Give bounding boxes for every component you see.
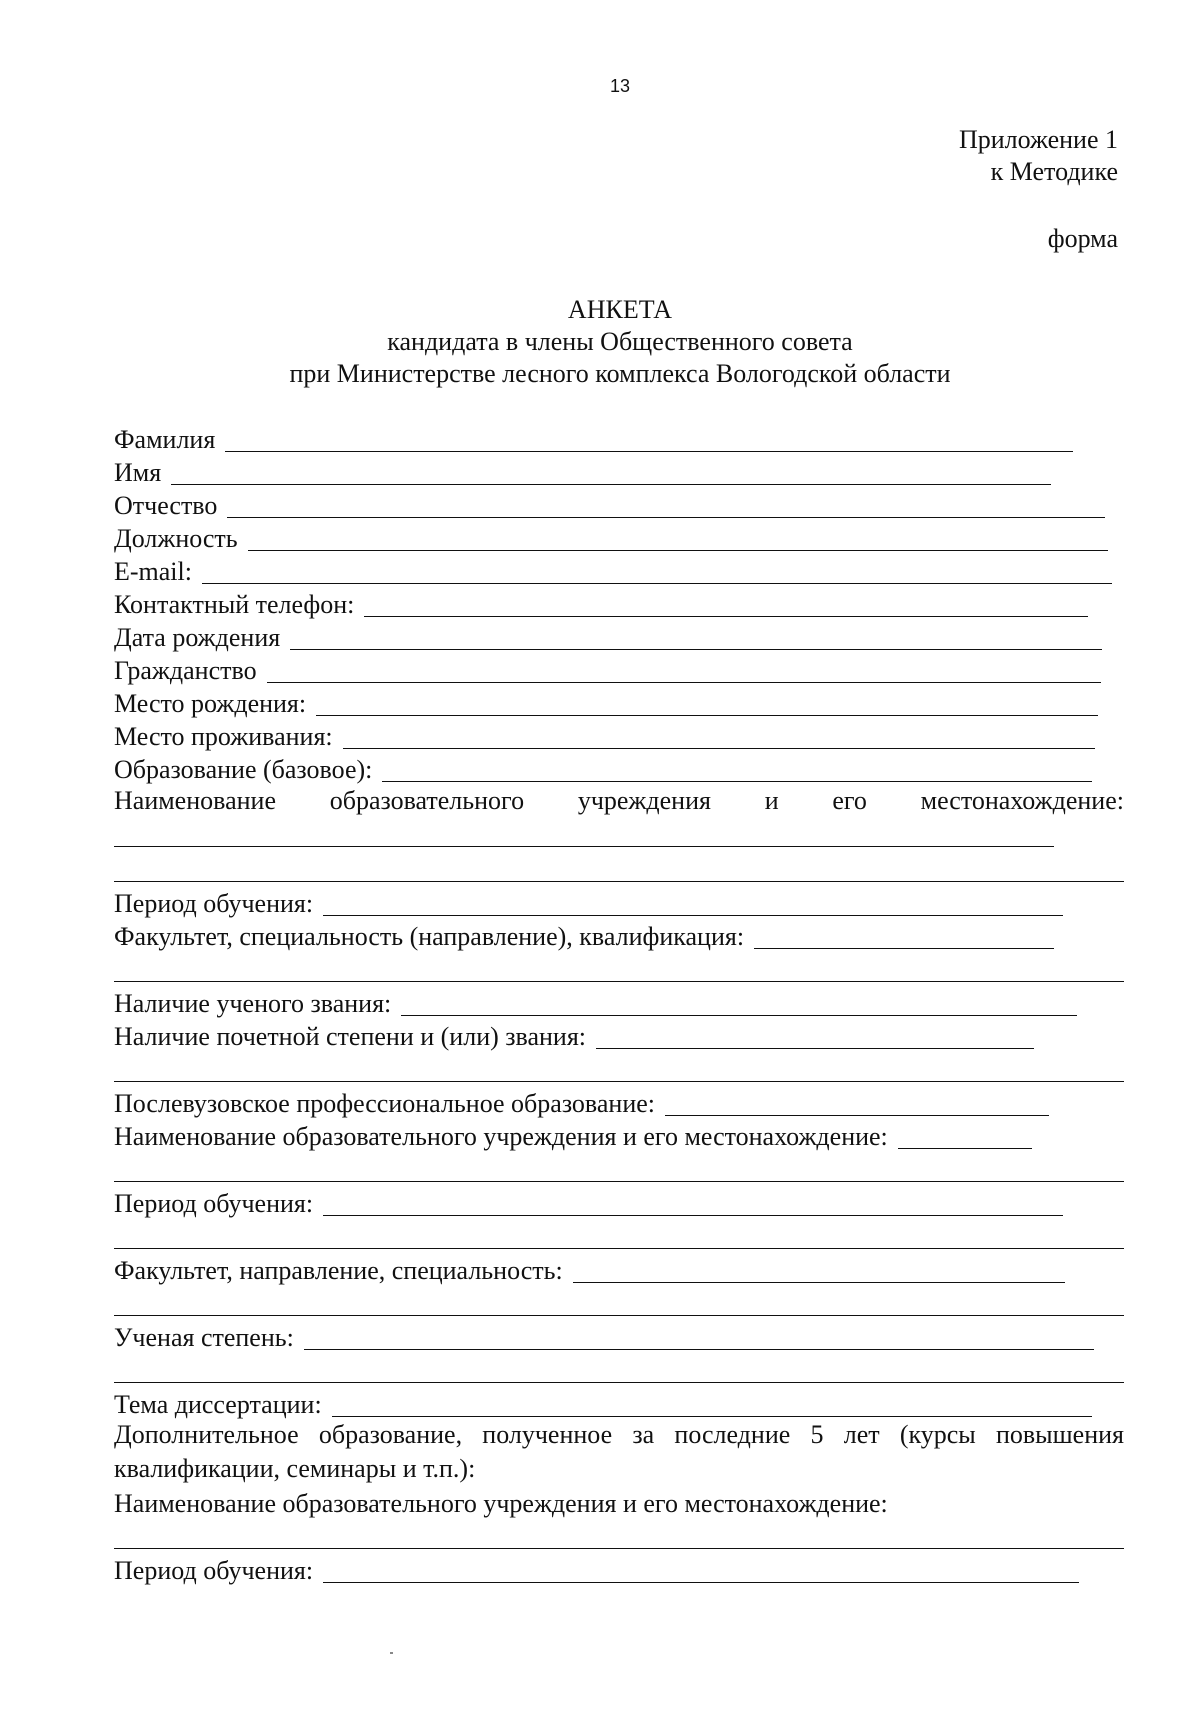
surname-row bbox=[114, 422, 1073, 454]
title-heading: АНКЕТА bbox=[567, 295, 673, 324]
dissertation-field[interactable] bbox=[332, 1394, 1092, 1417]
study-period-1-field[interactable] bbox=[323, 893, 1063, 916]
academic-title-field[interactable] bbox=[401, 993, 1077, 1016]
institution-2-label: Наименование образовательного учреждения и его местонахождение: bbox=[114, 1122, 888, 1151]
patronymic-label: Отчество bbox=[114, 491, 218, 520]
residence-label: Место проживания: bbox=[114, 722, 333, 751]
study-period-1-label: Период обучения: bbox=[114, 889, 314, 918]
birth-date-field[interactable] bbox=[290, 627, 1102, 650]
academic-degree-field[interactable] bbox=[304, 1327, 1094, 1350]
email-field[interactable] bbox=[202, 561, 1112, 584]
institution-2-row bbox=[114, 1119, 1032, 1151]
residence-field[interactable] bbox=[343, 726, 1095, 749]
faculty-qualification-field-line-2[interactable] bbox=[114, 981, 1124, 982]
phone-field[interactable] bbox=[364, 594, 1088, 617]
word: образовательного bbox=[329, 786, 525, 815]
appendix-line-2: к Методике bbox=[990, 157, 1118, 186]
institution-1-field-line-2[interactable] bbox=[114, 881, 1124, 882]
academic-degree-row bbox=[114, 1320, 1094, 1352]
honorary-degree-label: Наличие почетной степени и (или) звания: bbox=[114, 1022, 587, 1051]
study-period-2-field[interactable] bbox=[323, 1193, 1063, 1216]
patronymic-field[interactable] bbox=[227, 495, 1105, 518]
word: его bbox=[832, 786, 867, 815]
faculty-qualification-field[interactable] bbox=[754, 926, 1054, 949]
faculty-qualification-label: Факультет, специальность (направление), квалификация: bbox=[114, 922, 745, 951]
name-row bbox=[114, 455, 1051, 487]
form-label: форма bbox=[1047, 224, 1118, 253]
email-label: E-mail: bbox=[114, 557, 192, 586]
institution-2-field-line-2[interactable] bbox=[114, 1181, 1124, 1182]
citizenship-row bbox=[114, 653, 1101, 685]
institution-label-1 bbox=[114, 786, 1124, 816]
birth-place-row bbox=[114, 686, 1098, 718]
title-line-2: кандидата в члены Общественного совета bbox=[387, 327, 853, 356]
study-period-3-label: Период обучения: bbox=[114, 1556, 314, 1585]
study-period-3-row bbox=[114, 1553, 1079, 1585]
appendix-reference bbox=[959, 124, 1118, 188]
institution-3-row bbox=[114, 1486, 888, 1518]
residence-row bbox=[114, 719, 1095, 751]
honorary-degree-row bbox=[114, 1019, 1034, 1051]
institution-2-field[interactable] bbox=[898, 1126, 1032, 1149]
birth-place-field[interactable] bbox=[316, 693, 1098, 716]
citizenship-field[interactable] bbox=[267, 660, 1101, 683]
academic-degree-field-line-2[interactable] bbox=[114, 1382, 1124, 1383]
institution-3-field[interactable] bbox=[114, 1548, 1124, 1549]
academic-title-row bbox=[114, 986, 1077, 1018]
faculty-direction-field[interactable] bbox=[573, 1260, 1065, 1283]
institution-3-label: Наименование образовательного учреждения и его местонахождение: bbox=[114, 1489, 888, 1518]
education-basic-row bbox=[114, 752, 1092, 784]
postgraduate-label: Послевузовское профессиональное образование: bbox=[114, 1089, 655, 1118]
email-row bbox=[114, 554, 1112, 586]
document-title bbox=[0, 294, 1200, 390]
surname-label: Фамилия bbox=[114, 425, 216, 454]
postgraduate-row bbox=[114, 1086, 1049, 1118]
faculty-qualification-row bbox=[114, 919, 1054, 951]
faculty-direction-label: Факультет, направление, специальность: bbox=[114, 1256, 563, 1285]
birth-date-label: Дата рождения bbox=[114, 623, 281, 652]
word: Наименование bbox=[114, 786, 276, 815]
dissertation-label: Тема диссертации: bbox=[114, 1390, 322, 1419]
honorary-degree-field-line-2[interactable] bbox=[114, 1081, 1124, 1082]
study-period-2-row bbox=[114, 1186, 1063, 1218]
page-number: 13 bbox=[609, 76, 631, 96]
word: местонахождение: bbox=[920, 786, 1124, 815]
education-basic-field[interactable] bbox=[382, 759, 1092, 782]
citizenship-label: Гражданство bbox=[114, 656, 257, 685]
name-field[interactable] bbox=[171, 462, 1051, 485]
birth-date-row bbox=[114, 620, 1102, 652]
additional-education-label: Дополнительное образование, полученное за последние 5 лет (курсы повышения квалификации, семинары и т.п.): bbox=[114, 1420, 1124, 1483]
academic-title-label: Наличие ученого звания: bbox=[114, 989, 392, 1018]
position-row bbox=[114, 521, 1108, 553]
word: учреждения bbox=[577, 786, 711, 815]
education-basic-label: Образование (базовое): bbox=[114, 755, 373, 784]
phone-label: Контактный телефон: bbox=[114, 590, 355, 619]
faculty-direction-field-line-2[interactable] bbox=[114, 1315, 1124, 1316]
scan-speck bbox=[390, 1652, 393, 1654]
study-period-3-field[interactable] bbox=[323, 1560, 1079, 1583]
postgraduate-field[interactable] bbox=[665, 1093, 1049, 1116]
study-period-2-field-line-2[interactable] bbox=[114, 1248, 1124, 1249]
surname-field[interactable] bbox=[225, 429, 1073, 452]
faculty-direction-row bbox=[114, 1253, 1065, 1285]
patronymic-row bbox=[114, 488, 1105, 520]
institution-1-field-line-1[interactable] bbox=[114, 846, 1054, 847]
study-period-2-label: Период обучения: bbox=[114, 1189, 314, 1218]
appendix-line-1: Приложение 1 bbox=[958, 125, 1118, 154]
study-period-1-row bbox=[114, 886, 1063, 918]
honorary-degree-field[interactable] bbox=[596, 1026, 1034, 1049]
dissertation-row bbox=[114, 1387, 1092, 1419]
title-line-3: при Министерстве лесного комплекса Вологодской области bbox=[289, 359, 951, 388]
position-label: Должность bbox=[114, 524, 238, 553]
phone-row bbox=[114, 587, 1088, 619]
position-field[interactable] bbox=[248, 528, 1108, 551]
name-label: Имя bbox=[114, 458, 162, 487]
word: и bbox=[764, 786, 779, 815]
academic-degree-label: Ученая степень: bbox=[114, 1323, 294, 1352]
birth-place-label: Место рождения: bbox=[114, 689, 307, 718]
